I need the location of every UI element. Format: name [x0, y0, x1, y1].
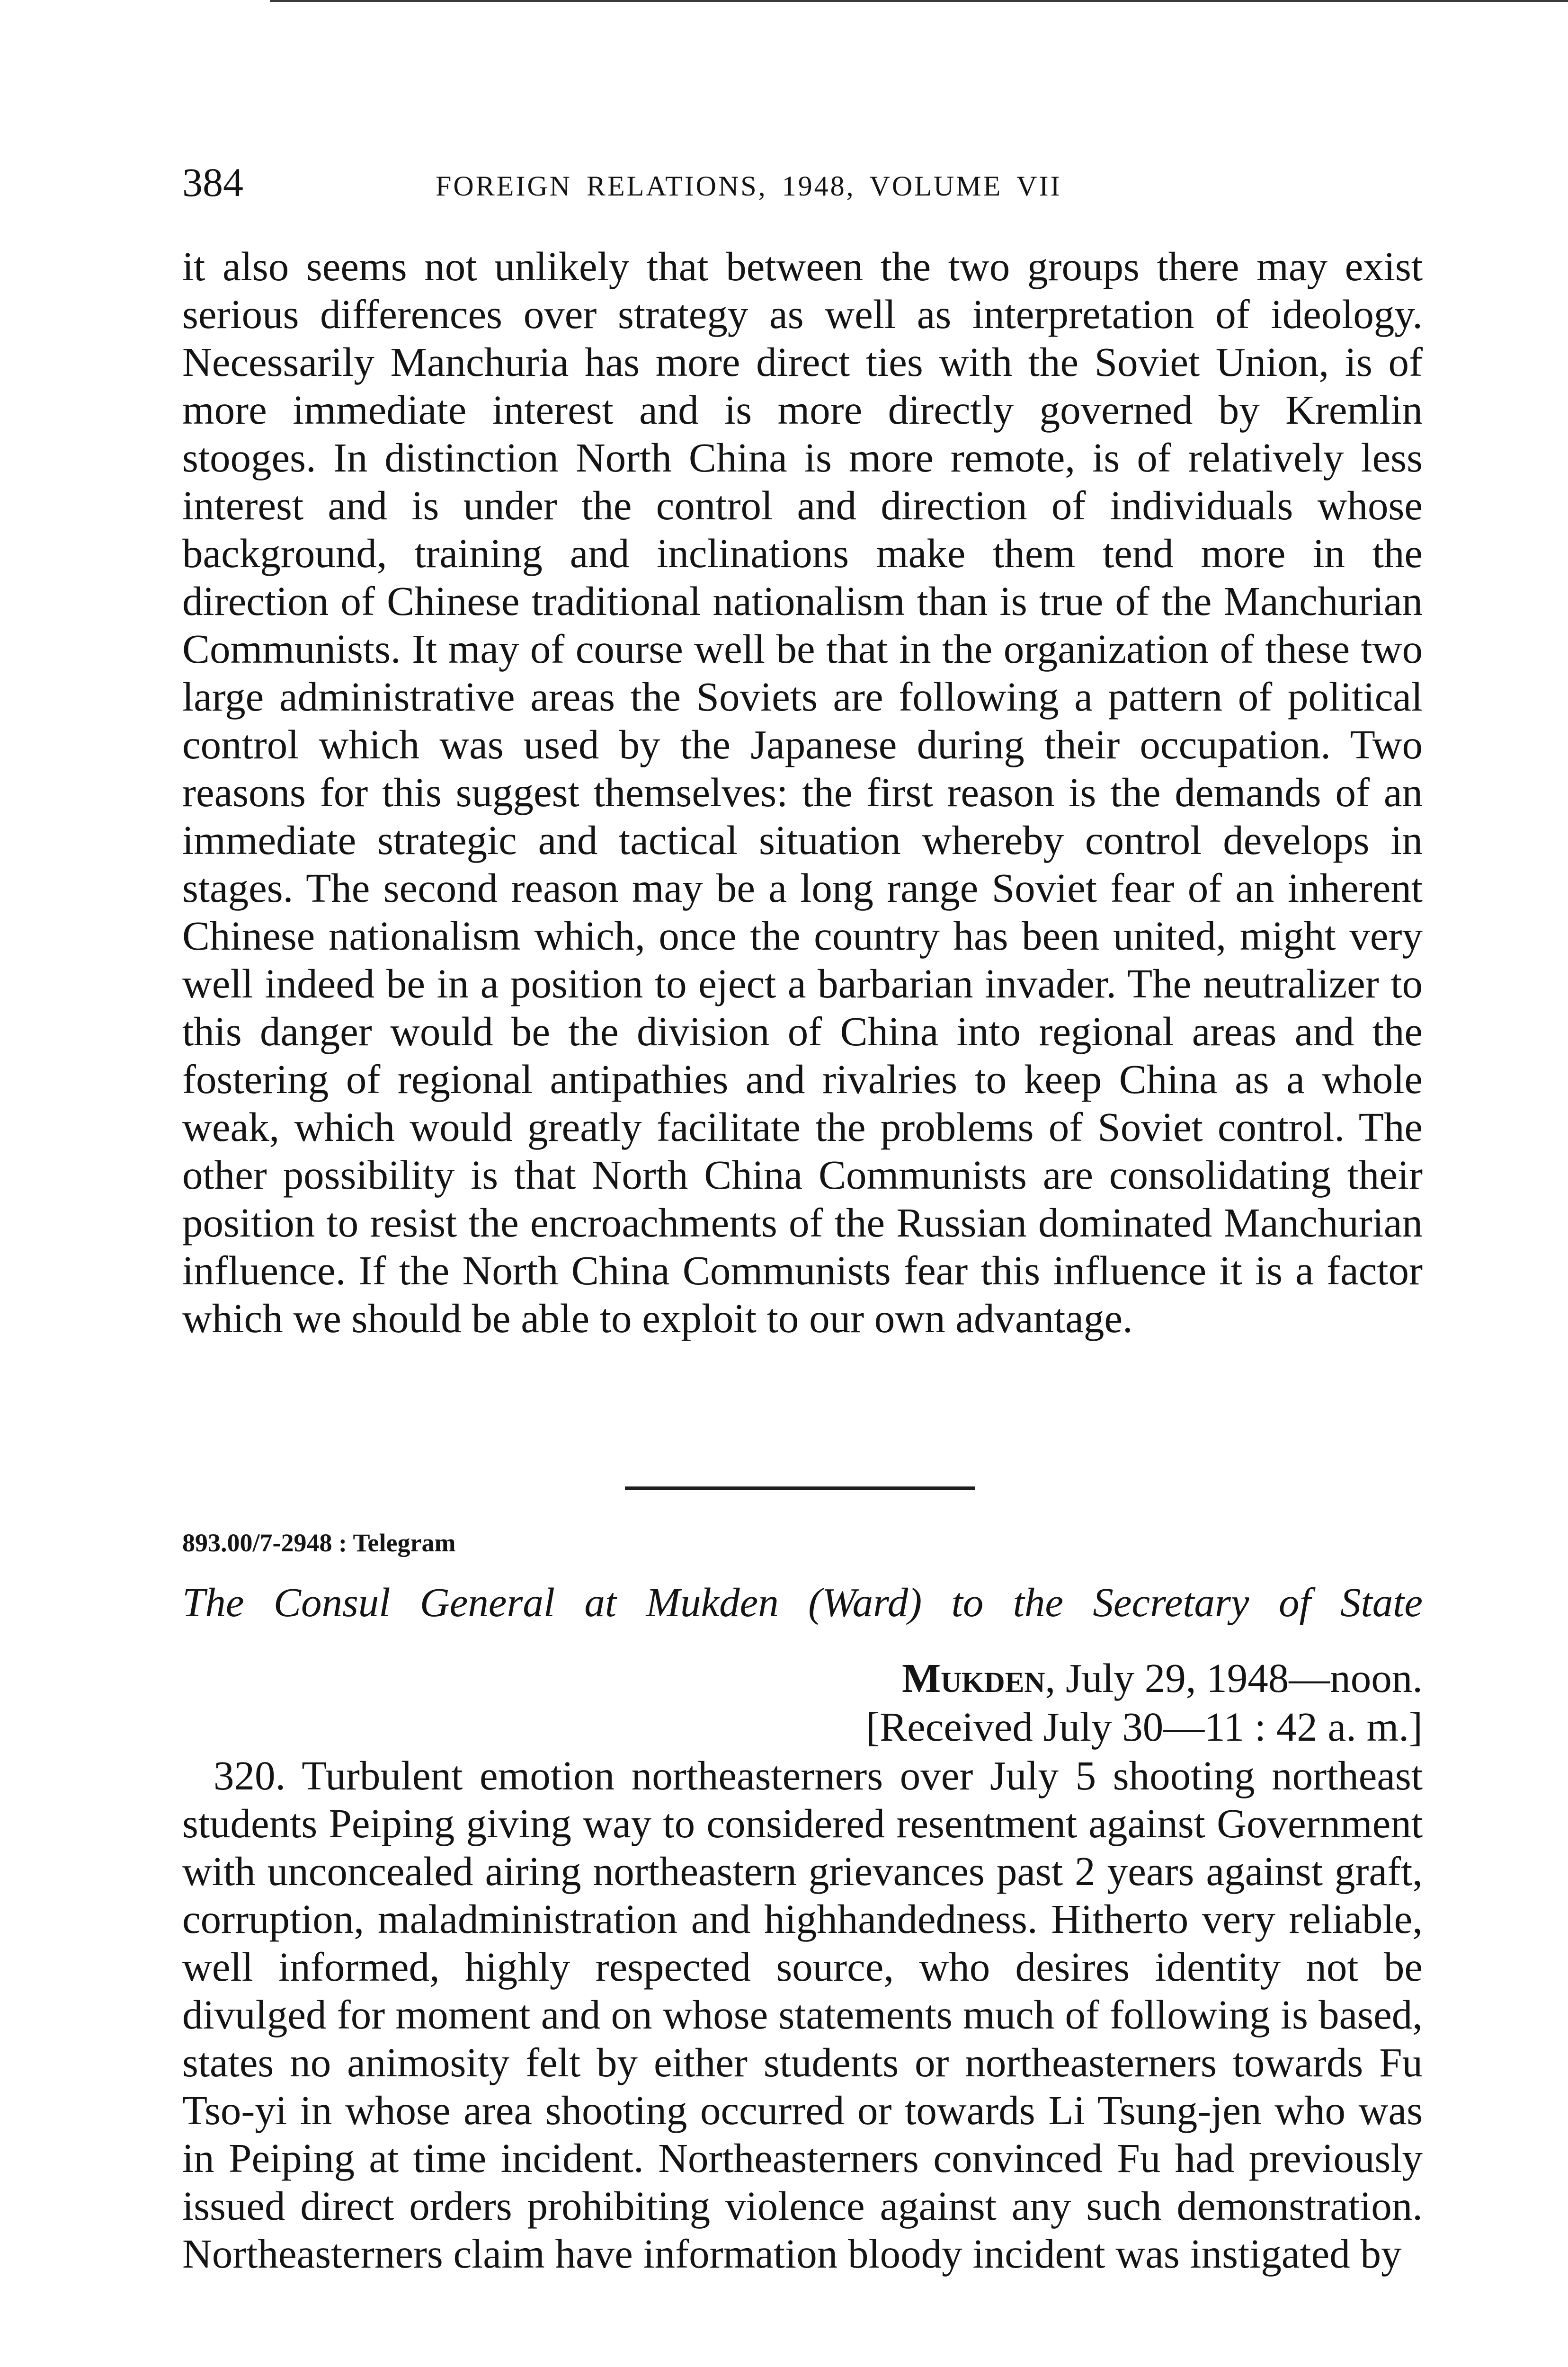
dateline-date: , July 29, 1948—noon. — [1045, 1655, 1423, 1701]
received-line: [Received July 30—11 : 42 a. m.] — [866, 1704, 1423, 1750]
page-header — [182, 156, 1423, 208]
section-divider — [625, 1486, 975, 1490]
telegram-paragraph: 320. Turbulent emotion northeasterners over July 5 shooting northeast students Peiping giving way to considered resentment against Government with unconcealed airing northeastern grievances past 2 years against graft, corruption, maladministration and highhandedness. Hitherto very reliable, well informed, highly respected source, who desires identity not be divulged for moment and on whose statements much of following is based, states no animosity felt by either students or northeasterners towards Fu Tso-yi in whose area shooting occurred or towards Li Tsung-jen who was in Peiping at time incident. Northeasterners convinced Fu had previously issued direct orders prohibiting violence against any such demonstration. Northeasterners claim have information bloody incident was instigated by — [182, 1753, 1423, 2277]
top-edge-rule — [270, 0, 1568, 2]
running-head: FOREIGN RELATIONS, 1948, VOLUME VII — [436, 170, 1062, 202]
dateline-place: Mukden — [902, 1655, 1045, 1701]
page-number: 384 — [182, 160, 243, 205]
body-paragraph-continued: it also seems not unlikely that between the two groups there may exist serious differences over strategy as well as interpretation of ideology. Necessarily Manchuria has more direct ties with the Soviet Union, is of more immediate interest and is more directly governed by Kremlin stooges. In distinction North China is more remote, is of relatively less interest and is under the control and direction of individuals whose background, training and inclinations make them tend more in the direction of Chinese traditional nationalism than is true of the Manchurian Communists. It may of course well be that in the organization of these two large administrative areas the Soviets are following a pattern of political control which was used by the Japanese during their occupation. Two reasons for this suggest themselves: the first reason is the demands of an immediate strategic and tactical situation whereby control develops in stages. The second reason may be a long range Soviet fear of an inherent Chinese nationalism which, once the country has been united, might very well indeed be in a position to eject a barbarian invader. The neutralizer to this danger would be the division of China into regional areas and the fostering of regional antipathies and rivalries to keep China as a whole weak, which would greatly facilitate the problems of Soviet control. The other possibility is that North China Communists are consolidating their position to resist the encroachments of the Russian dominated Manchurian influence. If the North China Communists fear this influence it is a factor which we should be able to exploit to our own advantage. — [182, 243, 1423, 1341]
file-reference: 893.00/7-2948 : Telegram — [182, 1529, 456, 1557]
document-title: The Consul General at Mukden (Ward) to the Secretary of State — [182, 1579, 1423, 1625]
dateline — [902, 1655, 1423, 1702]
